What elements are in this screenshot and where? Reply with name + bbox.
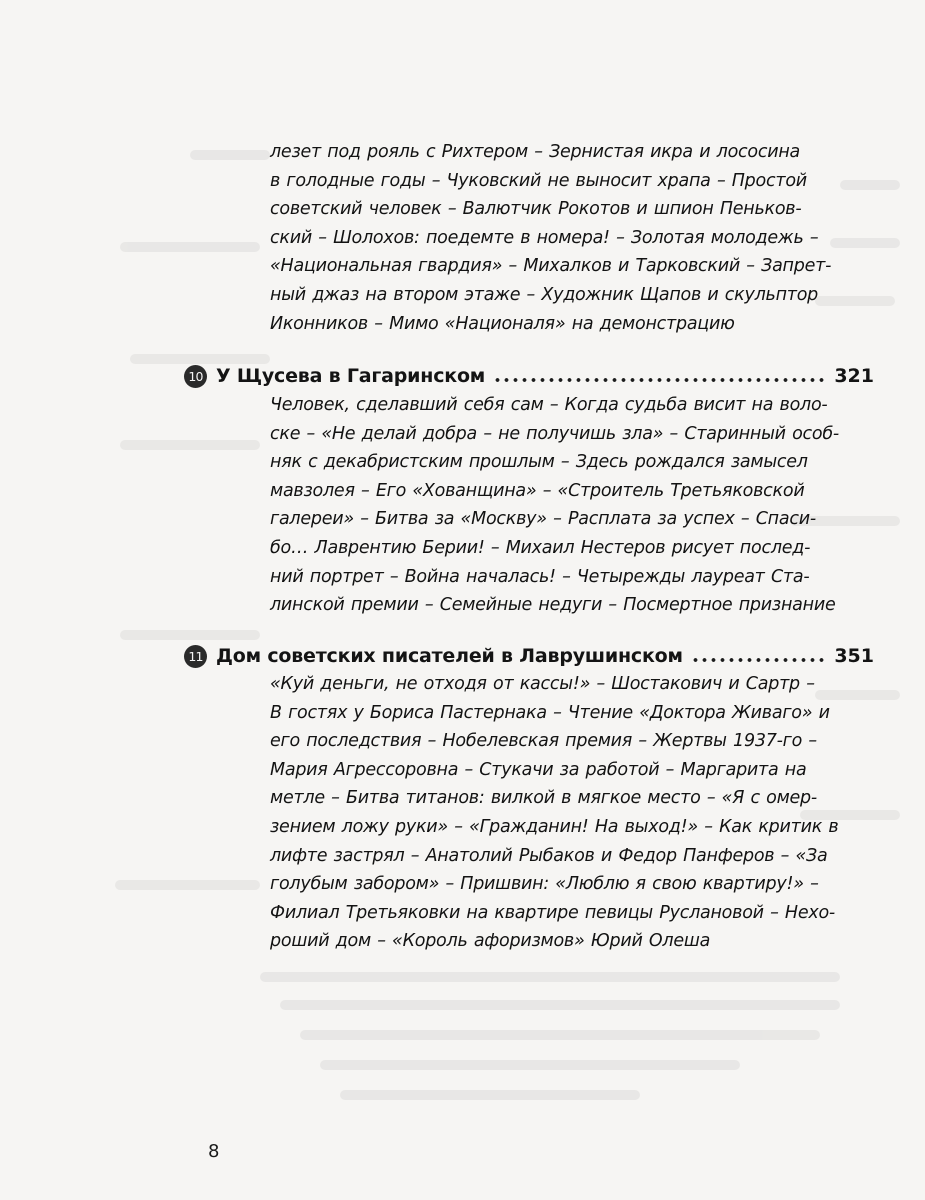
description-line: ский – Шолохов: поедемте в номера! – Золотая молодежь – — [270, 227, 819, 248]
description-line: ске – «Не делай добра – не получишь зла» – Старинный особ- — [270, 423, 839, 444]
description-line: метле – Битва титанов: вилкой в мягкое место – «Я с омер- — [270, 788, 817, 809]
description-line: лифте застрял – Анатолий Рыбаков и Федор Панферов – «За — [270, 845, 828, 866]
description-line: Человек, сделавший себя сам – Когда судьба висит на воло- — [270, 395, 828, 415]
description-line: зением ложу руки» – «Гражданин! На выход!» – Как критик в — [270, 816, 839, 837]
description-line: няк с декабристским прошлым – Здесь рождался замысел — [270, 452, 808, 473]
entry-previous-description — [270, 138, 840, 338]
description-line: Мария Агрессоровна – Стукачи за работой – Маргарита на — [270, 759, 807, 780]
description-line: галереи» – Битва за «Москву» – Расплата за успех – Спаси- — [270, 509, 816, 530]
description-line: мавзолея – Его «Хованщина» – «Строитель Третьяковской — [270, 480, 805, 501]
description-line: его последствия – Нобелевская премия – Жертвы 1937-го – — [270, 731, 817, 752]
description-line: советский человек – Валютчик Рокотов и шпион Пеньков- — [270, 199, 802, 220]
description-line: Филиал Третьяковки на квартире певицы Руслановой – Нехо- — [270, 902, 835, 923]
page-number: 8 — [208, 1141, 220, 1162]
chapter-title[interactable]: Дом советских писателей в Лаврушинском — [216, 645, 683, 667]
chapter-10-description — [270, 391, 840, 620]
description-line: бо… Лаврентию Берии! – Михаил Нестеров рисует послед- — [270, 537, 811, 558]
description-line: «Куй деньги, не отходя от кассы!» – Шостакович и Сартр – — [270, 674, 815, 694]
description-line: в голодные годы – Чуковский не выносит храпа – Простой — [270, 170, 807, 191]
chapter-number-badge: 10 — [184, 365, 207, 388]
chapter-number-badge: 11 — [184, 645, 207, 668]
description-line: лезет под рояль с Рихтером – Зернистая икра и лососина — [270, 142, 801, 162]
description-line: В гостях у Бориса Пастернака – Чтение «Доктора Живаго» и — [270, 702, 830, 723]
description-line: линской премии – Семейные недуги – Посмертное признание — [270, 595, 836, 616]
chapter-title[interactable]: У Щусева в Гагаринском — [216, 365, 486, 387]
description-line: ний портрет – Война началась! – Четырежды лауреат Ста- — [270, 566, 810, 587]
chapter-11-description — [270, 670, 840, 956]
description-line: голубым забором» – Пришвин: «Люблю я свою квартиру!» – — [270, 874, 819, 895]
description-line: роший дом – «Король афоризмов» Юрий Олеша — [270, 931, 711, 952]
description-line: «Национальная гвардия» – Михалков и Тарковский – Запрет- — [270, 256, 832, 277]
chapter-page-number: 321 — [834, 365, 874, 387]
description-line: ный джаз на втором этаже – Художник Щапов и скульптор — [270, 284, 819, 305]
description-line: Иконников – Мимо «Националя» на демонстрацию — [270, 313, 735, 334]
dot-leader — [691, 657, 828, 663]
dot-leader — [493, 377, 828, 383]
chapter-11-heading[interactable] — [184, 641, 874, 671]
chapter-page-number: 351 — [834, 645, 874, 667]
chapter-10-heading[interactable] — [184, 361, 874, 391]
